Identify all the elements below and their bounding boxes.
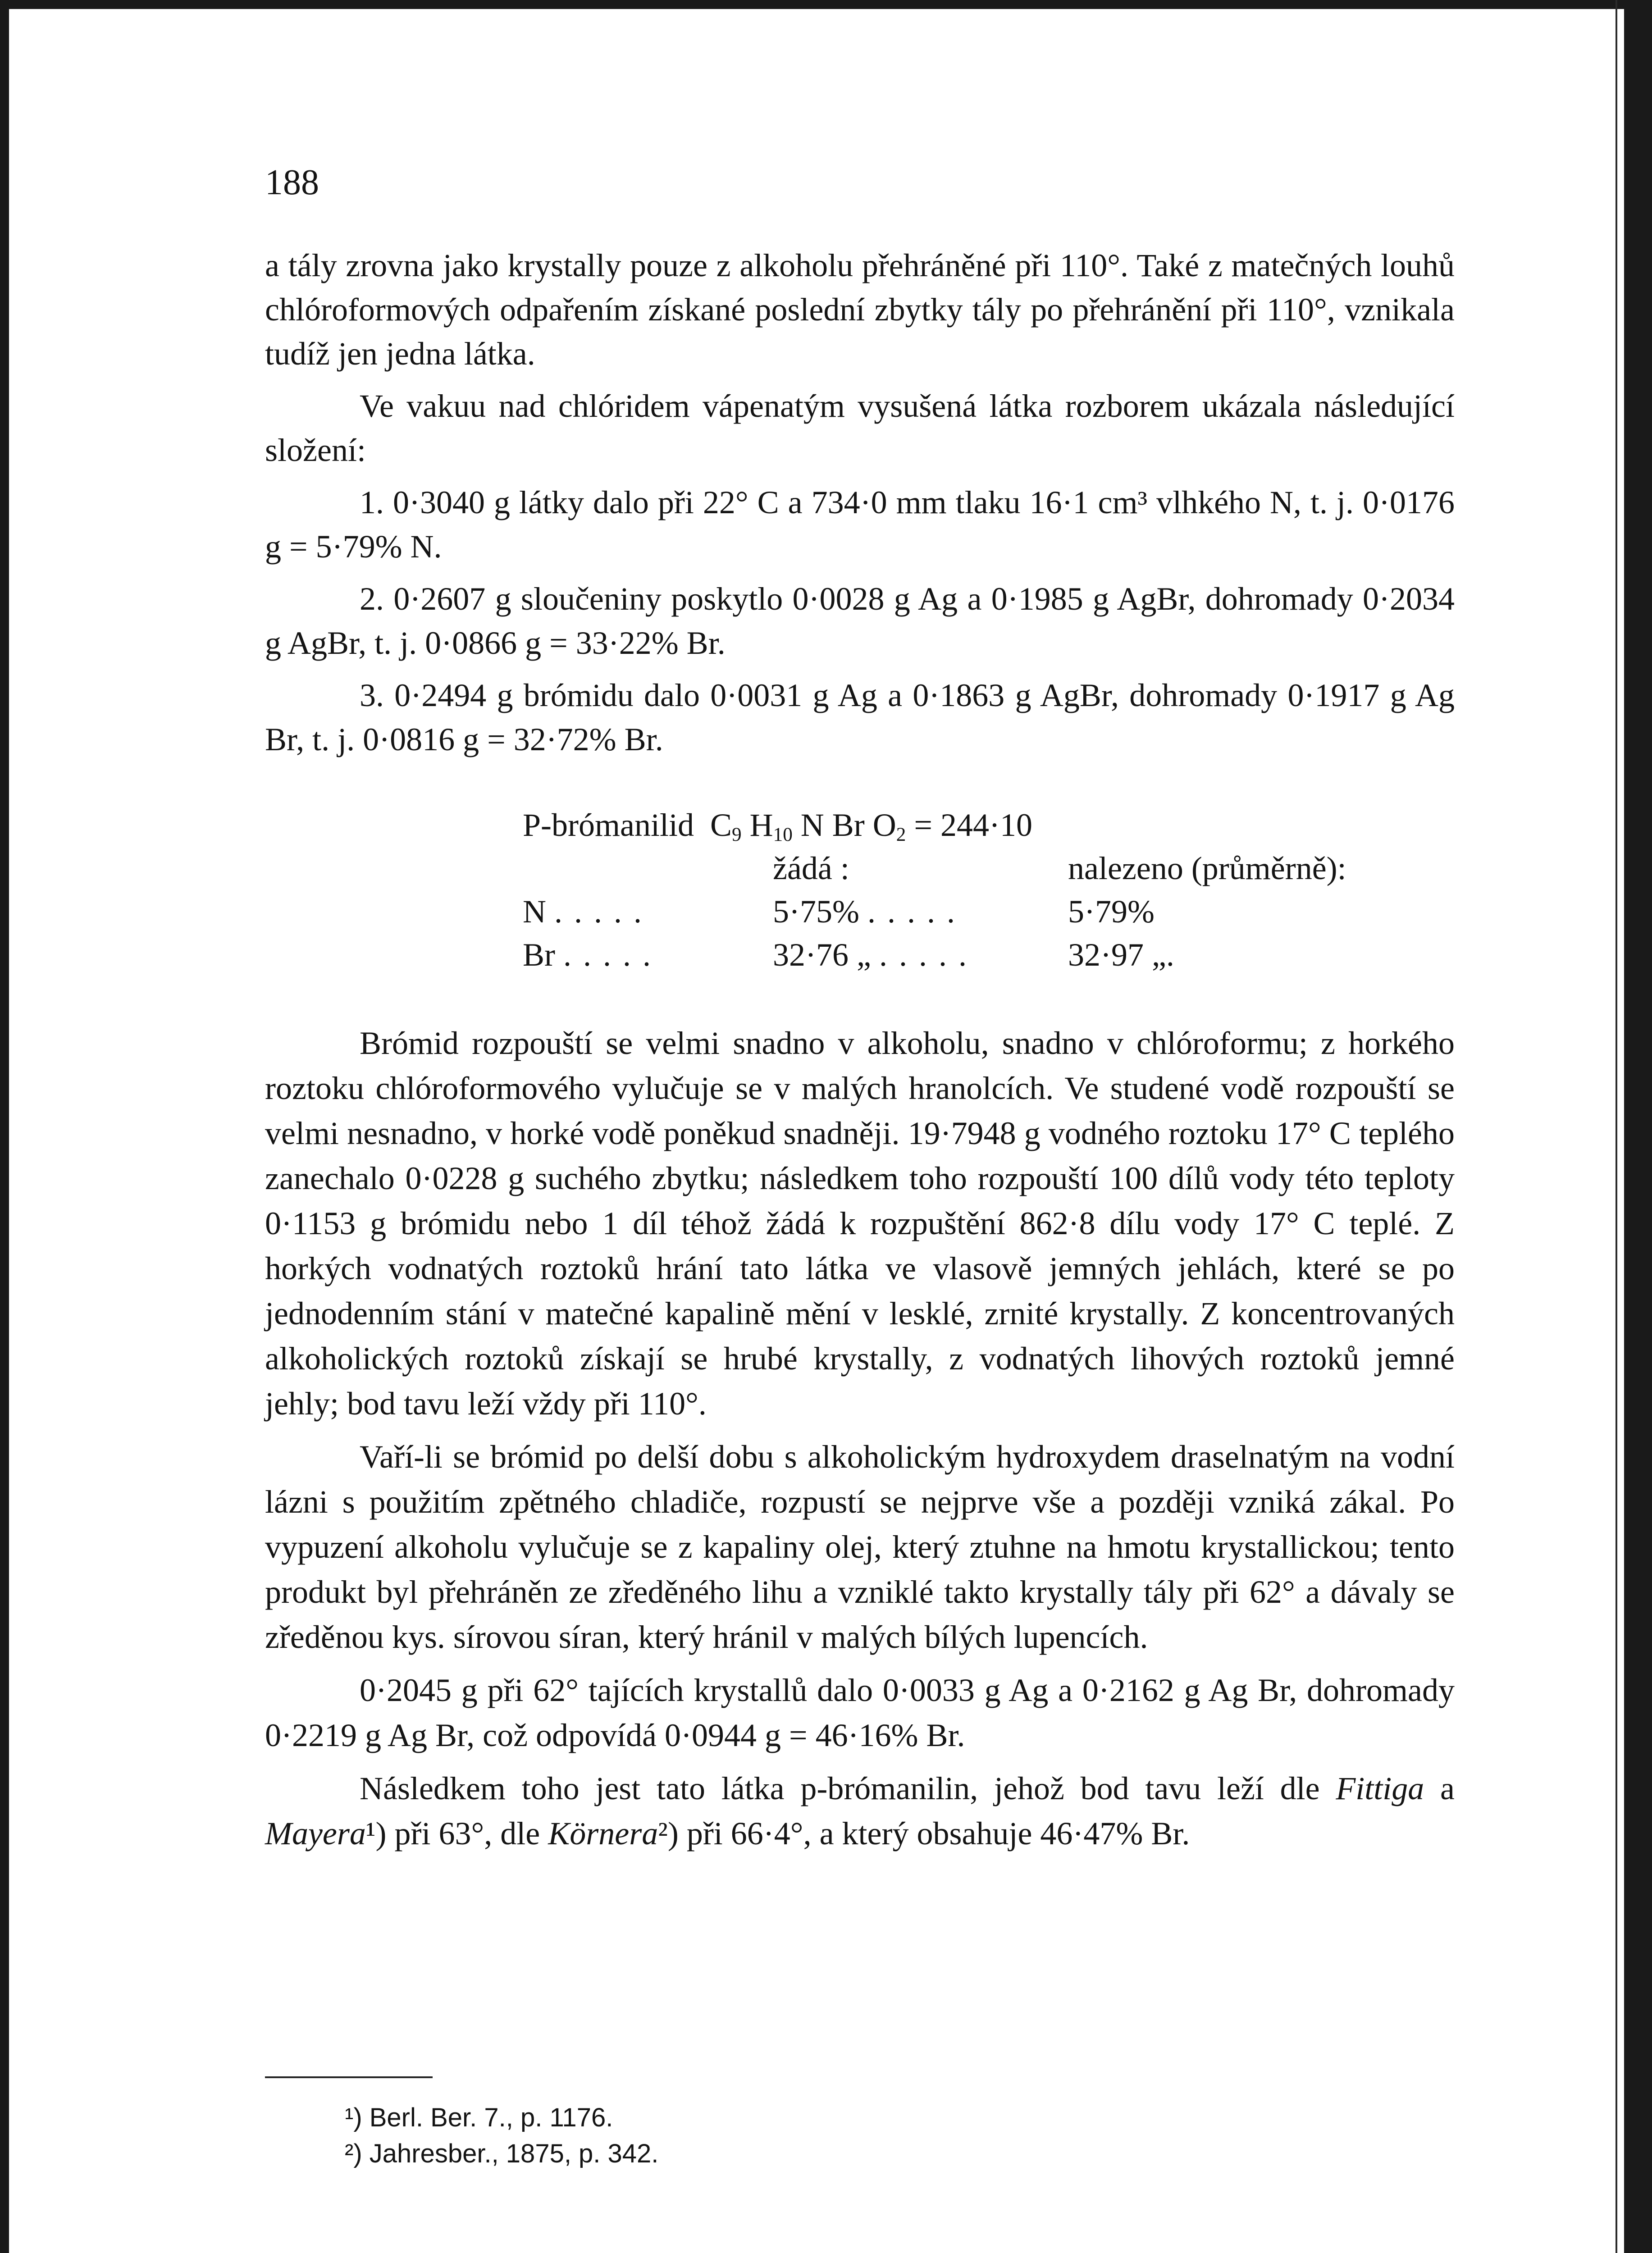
row-n-required: 5·75% ..... [773, 894, 967, 930]
column-header-required: žádá : [773, 850, 849, 886]
row-n-label: N ..... [523, 894, 653, 930]
paragraph-2: Ve vakuu nad chlóridem vápenatým vysušená látka rozborem ukázala následující složení: [265, 388, 1455, 468]
column-header-found: nalezeno (průměrně): [1068, 850, 1346, 886]
paragraph-4: Vaří-li se brómid po delší dobu s alkoholickým hydroxydem draselnatým na vodní lázni s použitím zpětného chladiče, rozpustí se nejprve vše a později vzniká zákal. Po vypuzení alkoholu vylučuje se z kapaliny olej, který ztuhne na hmotu krystallickou; tento produkt byl přehráněn ze zředěného lihu a vzniklé takto krystally tály při 62° a dávaly se zředěnou kys. sírovou síran, který hránil v malých bílých lupencích. [265, 1439, 1455, 1655]
footnote-2: ²) Jahresber., 1875, p. 342. [345, 2139, 659, 2168]
footnote-ref-2: ²) [658, 1815, 679, 1852]
footnote-ref-1: ¹) [365, 1815, 387, 1852]
analysis-3: 3. 0·2494 g brómidu dalo 0·0031 g Ag a 0·1863 g AgBr, dohromady 0·1917 g Ag Br, t. j. 0·0816 g = 32·72% Br. [265, 677, 1455, 757]
analysis-2: 2. 0·2607 g sloučeniny poskytlo 0·0028 g Ag a 0·1985 g AgBr, dohromady 0·2034 g AgBr, t. j. 0·0866 g = 33·22% Br. [265, 581, 1455, 661]
row-br-found: 32·97 „. [1068, 937, 1174, 973]
compound-name: P-brómanilid [523, 807, 694, 843]
footnotes [345, 2100, 658, 2172]
paragraph-5: 0·2045 g při 62° tajících krystallů dalo 0·0033 g Ag a 0·2162 g Ag Br, dohromady 0·2219 g Ag Br, což odpovídá 0·0944 g = 46·16% Br. [265, 1672, 1455, 1753]
text-bottom [265, 1021, 1455, 1856]
page-number: 188 [265, 163, 319, 202]
row-br-label: Br ..... [523, 937, 662, 973]
footnote-1: ¹) Berl. Ber. 7., p. 1176. [345, 2103, 613, 2132]
paragraph-3: Brómid rozpouští se velmi snadno v alkoholu, snadno v chlóroformu; z horkého roztoku chlóroformového vylučuje se v malých hranolcích. Ve studené vodě rozpouští se velmi nesnadno, v horké vodě poněkud snadněji. 19·7948 g vodného roztoku 17° C teplého zanechalo 0·0228 g suchého zbytku; následkem toho rozpouští 100 dílů vody této teploty 0·1153 g brómidu nebo 1 díl téhož žádá k rozpuštění 862·8 dílu vody 17° C teplé. Z horkých vodnatých roztoků hrání tato látka ve vlasově jemných jehlách, které se po jednodenním stání v matečné kapalině mění v lesklé, zrnité krystally. Z koncentrovaných alkoholických roztoků získají se hrubé krystally, z vodnatých lihových roztoků jemné jehly; bod tavu leží vždy při 110°. [265, 1025, 1455, 1422]
molar-mass: = 244·10 [914, 807, 1032, 843]
scan-border-left [0, 0, 9, 2253]
scan-border-top [0, 0, 1652, 9]
formula-line: P-brómanilid $C_9$ $H_{10}$ N Br $O_2 = 244\cdot 10$ [523, 807, 1032, 845]
author-mayer: Mayera [265, 1815, 366, 1852]
text-top [265, 243, 1455, 762]
paragraph-1: a tály zrovna jako krystally pouze z alkoholu přehráněné při 110°. Také z matečných louhů chlóroformových odpařením získané poslední zbytky tály po přehránění při 110°, vznikala tudíž jen jedna látka. [265, 247, 1455, 372]
scan-border-inner [1615, 0, 1617, 2253]
author-korner: Körnera [548, 1815, 658, 1852]
row-n-found: 5·79% [1068, 894, 1155, 930]
footnote-separator [265, 2076, 433, 2078]
paragraph-6: Následkem toho jest tato látka p-brómanilin, jehož bod tavu leží dle Fittiga a Mayera¹) při 63°, dle Körnera²) při 66·4°, a který obsahuje 46·47% Br. [265, 1770, 1455, 1852]
author-fittig: Fittiga [1336, 1770, 1424, 1806]
row-br-required: 32·76 „ ..... [773, 937, 978, 973]
scan-border-right [1624, 0, 1652, 2253]
analysis-1: 1. 0·3040 g látky dalo při 22° C a 734·0 mm tlaku 16·1 cm³ vlhkého N, t. j. 0·0176 g = 5·79% N. [265, 484, 1455, 565]
